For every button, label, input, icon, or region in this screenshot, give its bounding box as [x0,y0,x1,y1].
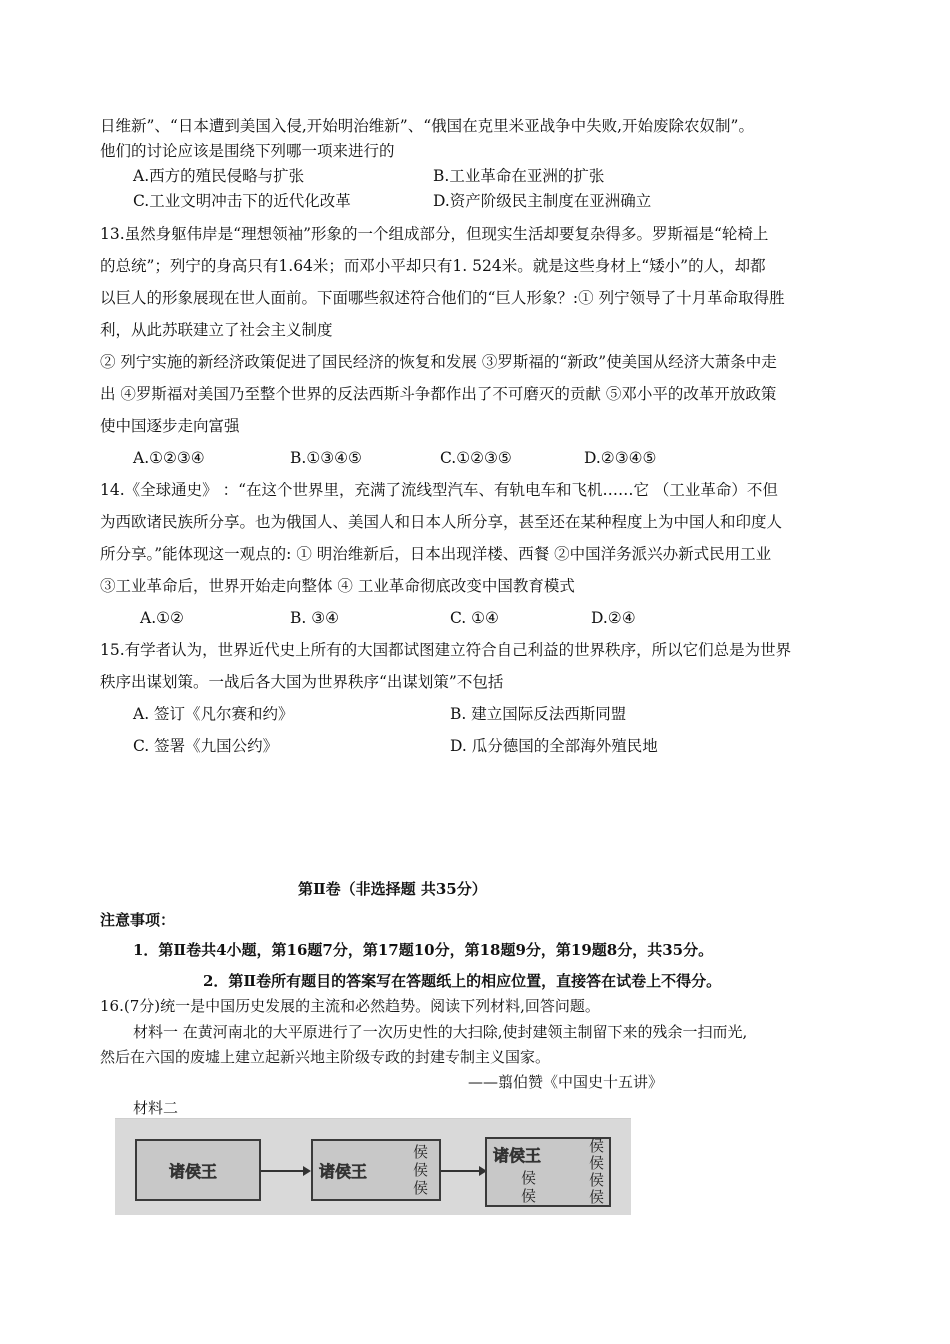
hou-label: 侯 [589,1154,605,1172]
q15-line1: 15.有学者认为，世界近代史上所有的大国都试图建立符合自己利益的世界秩序，所以它们总是为世界 [100,641,792,659]
notice-heading: 注意事项： [100,911,176,929]
box1-king-label: 诸侯王 [169,1162,218,1181]
hou-label: 侯 [521,1187,537,1205]
q12-option-a: A.西方的殖民侵略与扩张 [133,167,305,185]
hou-label: 侯 [413,1143,429,1161]
hou-label: 侯 [589,1188,605,1206]
box2-hou-column [413,1143,428,1197]
q13-line5: ② 列宁实施的新经济政策促进了国民经济的恢复和发展 ③罗斯福的“新政”使美国从经济大萧条中走 [100,353,777,371]
q16-material1-source: ——翦伯赞《中国史十五讲》 [468,1073,664,1091]
q13-option-c: C.①②③⑤ [440,449,512,467]
q14-option-c: C. ①④ [450,609,499,627]
section2-title: 第Ⅱ卷（非选择题 共35分） [298,880,487,898]
q13-option-a: A.①②③④ [133,449,205,467]
hou-label: 侯 [521,1169,537,1187]
q12-option-c: C.工业文明冲击下的近代化改革 [133,192,351,210]
q15-line2: 秩序出谋划策。一战后各大国为世界秩序“出谋划策”不包括 [100,673,504,691]
q13-line3: 以巨人的形象展现在世人面前。下面哪些叙述符合他们的“巨人形象？:① 列宁领导了十月革命取得胜 [100,289,785,307]
hou-label: 侯 [413,1161,429,1179]
q16-material1-line2: 然后在六国的废墟上建立起新兴地主阶级专政的封建专制主义国家。 [100,1048,551,1066]
hou-label: 侯 [589,1171,605,1189]
arrow-right-icon [441,1170,485,1172]
q14-line3: 所分享。”能体现这一观点的: ① 明治维新后，日本出现洋楼、西餐 ②中国洋务派兴办新式民用工业 [100,545,772,563]
q14-line2: 为西欧诸民族所分享。也为俄国人、美国人和日本人所分享，甚至还在某种程度上为中国人和印度人 [100,513,783,531]
q12-stem-line1: 日维新”、“日本遭到美国入侵,开始明治维新”、“俄国在克里米亚战争中失败,开始废除农奴制”。 [100,117,754,135]
q13-line7: 使中国逐步走向富强 [100,417,240,435]
q15-option-d: D. 瓜分德国的全部海外殖民地 [450,737,658,755]
box3-right-hou-column [589,1138,604,1206]
q14-option-b: B. ③④ [290,609,340,627]
q13-option-b: B.①③④⑤ [290,449,362,467]
box2-king-label: 诸侯王 [319,1162,368,1181]
q13-line6: 出 ④罗斯福对美国乃至整个世界的反法西斯斗争都作出了不可磨灭的贡献 ⑤邓小平的改革开放政策 [100,385,777,403]
q13-line2: 的总统”；列宁的身高只有1.64米；而邓小平却只有1. 524米。就是这些身材上“矮小”的人，却都 [100,257,766,275]
hou-label: 侯 [589,1137,605,1155]
diagram-box-3 [485,1137,611,1207]
q12-option-b: B.工业革命在亚洲的扩张 [433,167,605,185]
notice-item-1: 1．第Ⅱ卷共4小题，第16题7分，第17题10分，第18题9分，第19题8分，共35分。 [133,941,714,959]
vassal-diagram [115,1118,631,1215]
q14-option-d: D.②④ [591,609,636,627]
q16-stem: 16.(7分)统一是中国历史发展的主流和必然趋势。阅读下列材料,回答问题。 [100,997,600,1015]
box3-king-label: 诸侯王 [493,1146,542,1165]
hou-label: 侯 [413,1179,429,1197]
q14-line1: 14.《全球通史》 ：“在这个世界里，充满了流线型汽车、有轨电车和飞机……它 （工业革命）不但 [100,481,778,499]
q12-stem-line2: 他们的讨论应该是围绕下列哪一项来进行的 [100,142,395,160]
diagram-box-1 [135,1139,261,1201]
q14-line4: ③工业革命后，世界开始走向整体 ④ 工业革命彻底改变中国教育模式 [100,577,575,595]
q13-line1: 13.虽然身躯伟岸是“理想领袖”形象的一个组成部分，但现实生活却要复杂得多。罗斯福是“轮椅上 [100,225,769,243]
notice-item-2: 2．第Ⅱ卷所有题目的答案写在答题纸上的相应位置，直接答在试卷上不得分。 [203,972,722,990]
arrow-right-icon [261,1170,309,1172]
q15-option-a: A. 签订《凡尔赛和约》 [133,705,294,723]
q13-option-d: D.②③④⑤ [584,449,657,467]
diagram-box-2 [311,1139,441,1201]
q12-option-d: D.资产阶级民主制度在亚洲确立 [433,192,652,210]
q15-option-c: C. 签署《九国公约》 [133,737,279,755]
q15-option-b: B. 建立国际反法西斯同盟 [450,705,627,723]
q13-line4: 利，从此苏联建立了社会主义制度 [100,321,333,339]
q16-material1-line1: 材料一 在黄河南北的大平原进行了一次历史性的大扫除,使封建领主制留下来的残余一扫而光, [133,1023,748,1041]
q16-material2-label: 材料二 [133,1099,179,1117]
q14-option-a: A.①② [140,609,184,627]
box3-mid-hou-column [521,1169,536,1205]
